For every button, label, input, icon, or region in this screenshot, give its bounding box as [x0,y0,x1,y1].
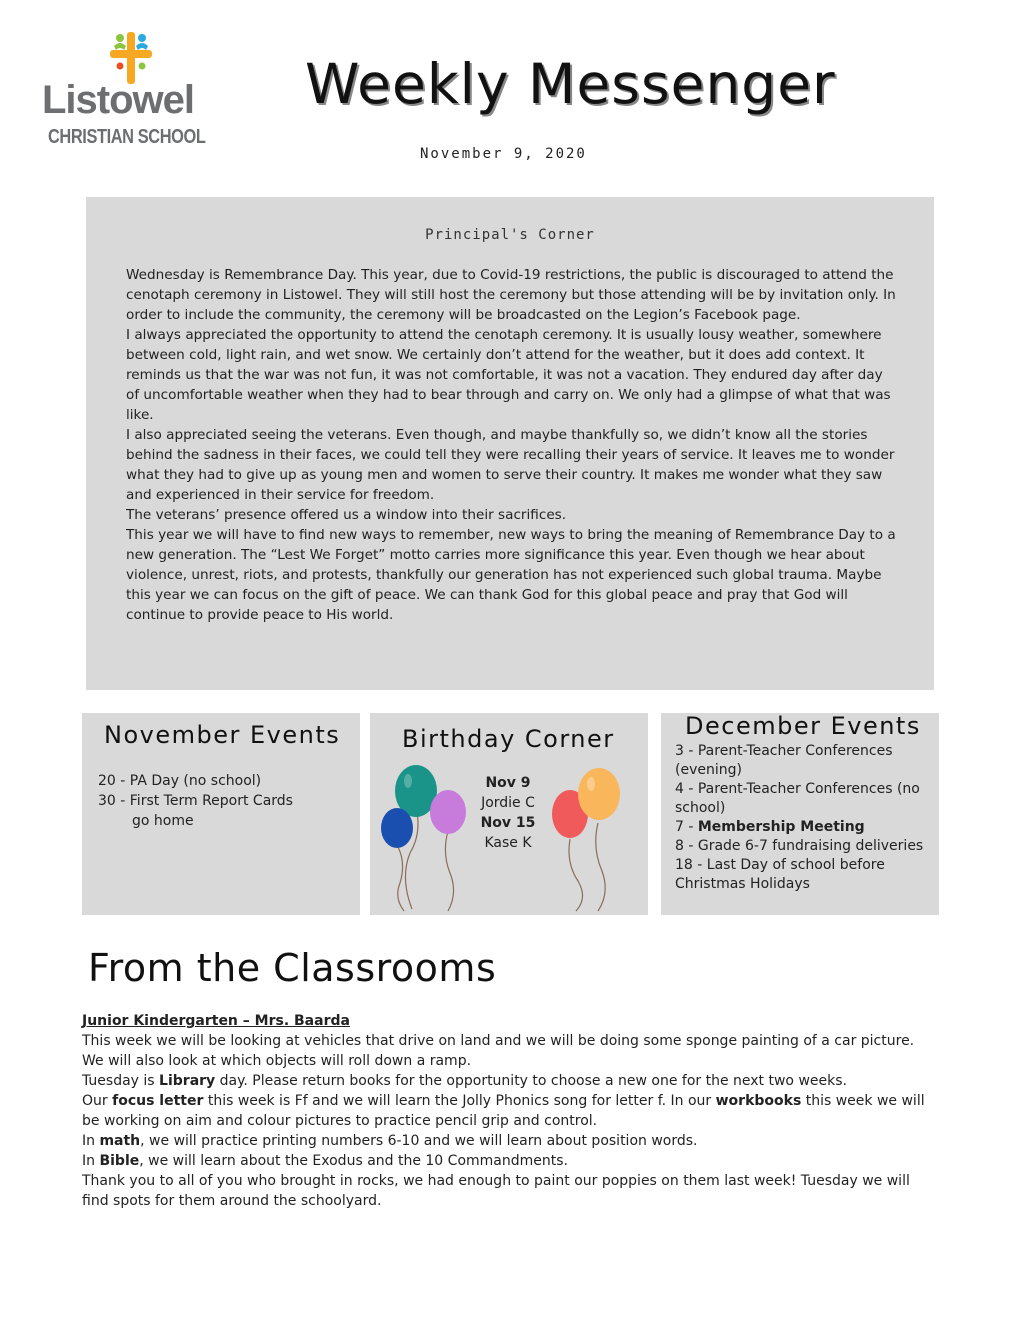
logo-subtitle: CHRISTIAN SCHOOL [48,126,206,148]
text-run-bold: Bible [99,1153,140,1169]
birthday-date: Nov 15 [480,815,536,831]
principal-paragraph: I also appreciated seeing the veterans. Even though, and maybe thankfully so, we didn’t know all the stories behind the sadness in their faces, we could tell they were recalling their years of service. It leaves me to wonder what they had to give up as young men and women to serve their country. It makes me wonder what they saw and experienced in their service for freedom. [126,427,895,503]
text-run: In [82,1133,100,1149]
event-text-bold: Membership Meeting [697,819,865,835]
text-run: day. Please return books for the opportunity to choose a new one for the next two weeks. [215,1073,847,1089]
december-events-box [661,713,939,915]
text-run: this week is Ff and we will learn the Jolly Phonics song for letter f. In our [203,1093,716,1109]
jk-paragraph [82,1151,938,1171]
text-run: Tuesday is [82,1073,160,1089]
jk-heading: Junior Kindergarten – Mrs. Baarda [82,1013,350,1029]
principal-paragraph: I always appreciated the opportunity to attend the cenotaph ceremony. It is usually lousy weather, somewhere between cold, light rain, and wet snow. We certainly don’t attend for the weather, but it does add context. It reminds us that the war was not fun, it was not comfortable, it was not a vacation. They endured day after day of uncomfortable weather when they had to bear through and carry on. We only had a glimpse of what that was like. [126,327,891,423]
jk-paragraph [82,1091,938,1131]
classrooms-heading: From the Classrooms [88,946,497,990]
december-events-list [675,742,935,894]
balloon-icon [430,790,466,834]
jk-paragraph [82,1131,938,1151]
event-text: Grade 6-7 fundraising deliveries [697,838,924,854]
page-title: Weekly Messenger [305,52,836,116]
logo-name: Listowel [42,78,195,122]
event-date: 18 - [675,857,707,873]
balloon-icon [578,768,620,820]
list-item [675,780,935,818]
event-date: 7 - [675,819,698,835]
november-events-title: November Events [104,721,341,749]
december-events-title: December Events [685,712,921,740]
list-item [98,771,348,791]
principals-corner-body [126,265,898,625]
november-events-box [82,713,360,915]
birthday-list [466,773,550,853]
list-item [98,791,348,831]
text-run: , we will practice printing numbers 6-10 and we will learn about position words. [140,1133,698,1149]
list-item [675,818,935,837]
list-item [675,837,935,856]
text-run-bold: focus letter [112,1093,204,1109]
birthday-corner-box [370,713,648,915]
birthday-date: Nov 9 [485,775,531,791]
event-text: Parent-Teacher Conferences (evening) [675,743,893,778]
jk-paragraph [82,1071,938,1091]
principal-paragraph: This year we will have to find new ways to remember, new ways to bring the meaning of Remembrance Day to a new generation. The “Lest We Forget” motto carries more significance this year. Even though we hear about violence, unrest, riots, and protests, thankfully our generation has not experienced such global trauma. Maybe this year we can focus on the gift of peace. We can thank God for this global peace and pray that God will continue to provide peace to His world. [126,527,896,623]
issue-date: November 9, 2020 [420,146,587,162]
event-date: 8 - [675,838,698,854]
jk-paragraph: Thank you to all of you who brought in rocks, we had enough to paint our poppies on them last week! Tuesday we will find spots for them around the schoolyard. [82,1173,910,1209]
principal-paragraph: The veterans’ presence offered us a window into their sacrifices. [126,507,567,523]
event-date: 3 - [675,743,698,759]
list-item [675,856,935,894]
birthday-name: Kase K [484,835,532,851]
event-text: 30 - First Term Report Cards [98,793,293,809]
text-run: In [82,1153,100,1169]
birthday-corner-title: Birthday Corner [402,725,615,753]
text-run-bold: Library [159,1073,216,1089]
principals-corner [86,197,934,690]
text-run: this week we will be working on aim and colour pictures to practice pencil grip and control. [82,1093,925,1129]
principals-corner-heading: Principal's Corner [425,227,595,243]
event-text: Last Day of school before Christmas Holidays [675,857,885,892]
junior-kindergarten-section [82,1011,938,1211]
school-logo [40,30,220,155]
text-run: , we will learn about the Exodus and the 10 Commandments. [139,1153,568,1169]
text-run-bold: workbooks [715,1093,802,1109]
text-run: Our [82,1093,113,1109]
list-item [675,742,935,780]
jk-paragraph: This week we will be looking at vehicles that drive on land and we will be doing some sponge painting of a car picture. We will also look at which objects will roll down a ramp. [82,1033,915,1069]
event-text-continued: go home [132,813,194,829]
event-text: 20 - PA Day (no school) [98,773,262,789]
november-events-list [98,771,348,831]
principal-paragraph: Wednesday is Remembrance Day. This year, due to Covid-19 restrictions, the public is discouraged to attend the cenotaph ceremony in Listowel. They will still host the ceremony but those attending will be by invitation only. In order to include the community, the ceremony will be broadcasted on the Legion’s Facebook page. [126,267,896,323]
text-run-bold: math [99,1133,141,1149]
event-text: Parent-Teacher Conferences (no school) [675,781,920,816]
balloon-icon [381,808,413,848]
event-date: 4 - [675,781,698,797]
birthday-name: Jordie C [481,795,535,811]
